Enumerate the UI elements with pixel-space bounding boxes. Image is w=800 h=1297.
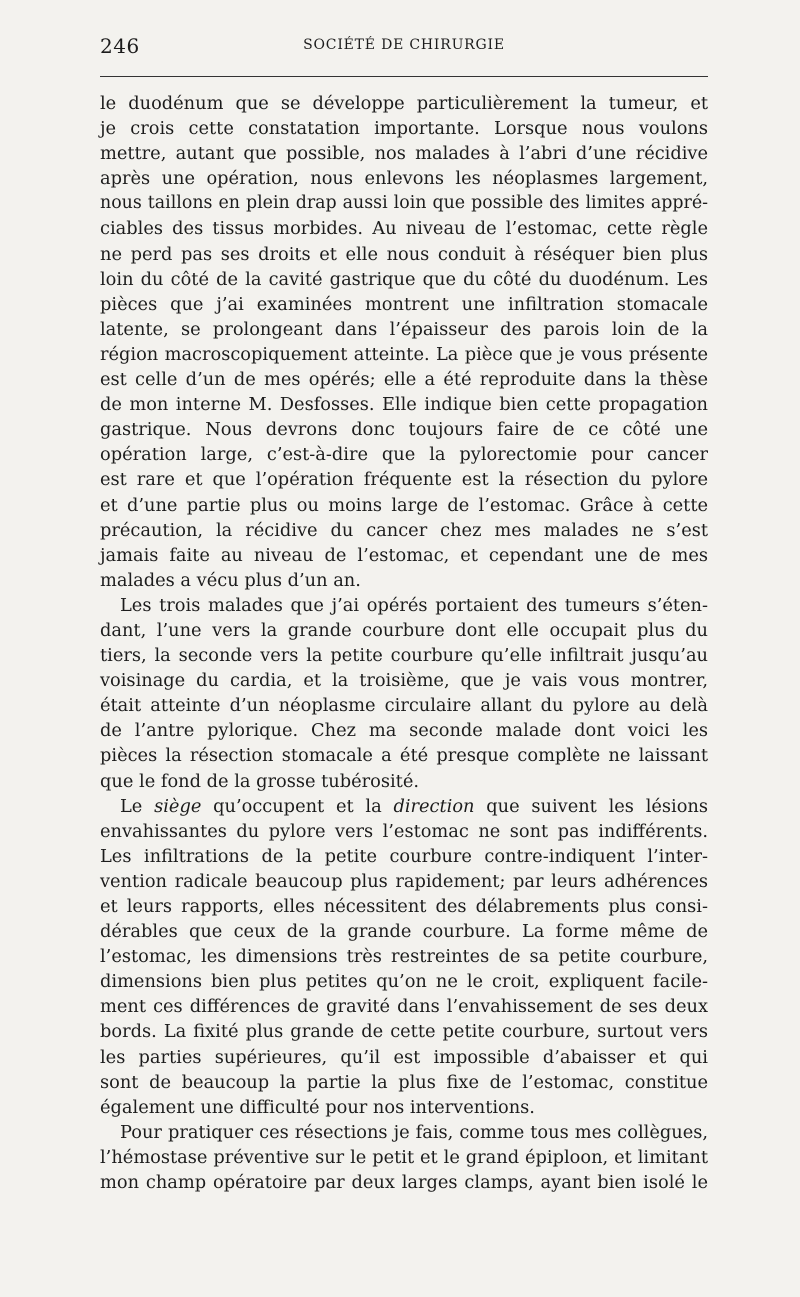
text-line: envahissantes du pylore vers l’estomac ne sont pas indifférents. xyxy=(100,820,708,842)
text-line: mon champ opératoire par deux larges clamps, ayant bien isolé le xyxy=(100,1172,708,1194)
paragraph-first-line xyxy=(100,794,708,819)
body-text xyxy=(100,91,708,1195)
text-line: ment ces différences de gravité dans l’envahissement de ses deux xyxy=(100,996,708,1018)
text-line: les parties supérieures, qu’il est impossible d’abaisser et qui xyxy=(100,1046,708,1068)
text-line: après une opération, nous enlevons les néoplasmes largement, xyxy=(100,168,708,190)
text-line: loin du côté de la cavité gastrique que du côté du duodénum. Les xyxy=(100,268,708,290)
text-line: de l’antre pylorique. Chez ma seconde malade dont voici les xyxy=(100,720,708,742)
text-line: mettre, autant que possible, nos malades à l’abri d’une récidive xyxy=(100,143,708,165)
text-run: Le xyxy=(120,795,155,817)
page-number: 246 xyxy=(100,34,140,58)
text-line: dant, l’une vers la grande courbure dont elle occupait plus du xyxy=(100,619,708,641)
italic-term-siege: siège xyxy=(154,795,202,817)
text-line: l’estomac, les dimensions très restreintes de sa petite courbure, xyxy=(100,946,708,968)
text-line: est celle d’un de mes opérés; elle a été reproduite dans la thèse xyxy=(100,369,708,391)
paragraph-last-line: malades a vécu plus d’un an. xyxy=(100,569,361,591)
text-line: et leurs rapports, elles nécessitent des délabrements plus consi- xyxy=(100,896,708,917)
italic-term-direction: direction xyxy=(393,795,475,817)
running-title: SOCIÉTÉ DE CHIRURGIE xyxy=(303,37,505,53)
paragraph-first-line: Pour pratiquer ces résections je fais, comme tous mes collègues, xyxy=(120,1121,708,1143)
text-line: précaution, la récidive du cancer chez mes malades ne s’est xyxy=(100,519,708,541)
text-run: que suivent les lésions xyxy=(474,795,708,817)
text-line: de mon interne M. Desfosses. Elle indique bien cette propagation xyxy=(100,394,708,416)
text-line: jamais faite au niveau de l’estomac, et cependant une de mes xyxy=(100,544,708,566)
text-line: latente, se prolongeant dans l’épaisseur des parois loin de la xyxy=(100,318,708,340)
text-line: Les infiltrations de la petite courbure contre-indiquent l’inter- xyxy=(100,845,708,867)
text-run: qu’occupent et la xyxy=(201,795,394,817)
text-line: dimensions bien plus petites qu’on ne le croit, expliquent facile- xyxy=(100,971,708,993)
text-line: bords. La fixité plus grande de cette petite courbure, surtout vers xyxy=(100,1021,708,1043)
paragraph-first-line: Les trois malades que j’ai opérés portaient des tumeurs s’éten- xyxy=(120,594,708,616)
header-rule xyxy=(100,76,708,77)
text-line: le duodénum que se développe particulièrement la tumeur, et xyxy=(100,93,708,114)
text-line: je crois cette constatation importante. Lorsque nous voulons xyxy=(100,118,708,140)
text-line: et d’une partie plus ou moins large de l’estomac. Grâce à cette xyxy=(100,494,708,516)
text-line: région macroscopiquement atteinte. La pièce que je vous présente xyxy=(100,343,708,365)
paragraph-last-line: que le fond de la grosse tubérosité. xyxy=(100,770,419,792)
text-line: nous taillons en plein drap aussi loin que possible des limites appré- xyxy=(100,193,708,214)
text-line: voisinage du cardia, et la troisième, que je vais vous montrer, xyxy=(100,670,708,692)
text-line: est rare et que l’opération fréquente est la résection du pylore xyxy=(100,469,708,491)
text-line: vention radicale beaucoup plus rapidement; par leurs adhérences xyxy=(100,870,708,892)
text-line: était atteinte d’un néoplasme circulaire allant du pylore au delà xyxy=(100,695,708,717)
text-line: gastrique. Nous devrons donc toujours faire de ce côté une xyxy=(100,419,708,441)
text-line: ne perd pas ses droits et elle nous conduit à réséquer bien plus xyxy=(100,243,708,265)
text-line: pièces que j’ai examinées montrent une infiltration stomacale xyxy=(100,293,708,315)
text-line: l’hémostase préventive sur le petit et le grand épiploon, et limitant xyxy=(100,1146,708,1168)
text-line: pièces la résection stomacale a été presque complète ne laissant xyxy=(100,745,708,767)
text-line: sont de beaucoup la partie la plus fixe de l’estomac, constitue xyxy=(100,1071,708,1093)
text-line: ciables des tissus morbides. Au niveau de l’estomac, cette règle xyxy=(100,218,708,240)
text-line: dérables que ceux de la grande courbure. La forme même de xyxy=(100,921,708,943)
paragraph-last-line: également une difficulté pour nos interventions. xyxy=(100,1096,535,1118)
page-header xyxy=(100,34,708,60)
text-line: tiers, la seconde vers la petite courbure qu’elle infiltrait jusqu’au xyxy=(100,645,708,667)
text-line: opération large, c’est-à-dire que la pylorectomie pour cancer xyxy=(100,444,708,466)
